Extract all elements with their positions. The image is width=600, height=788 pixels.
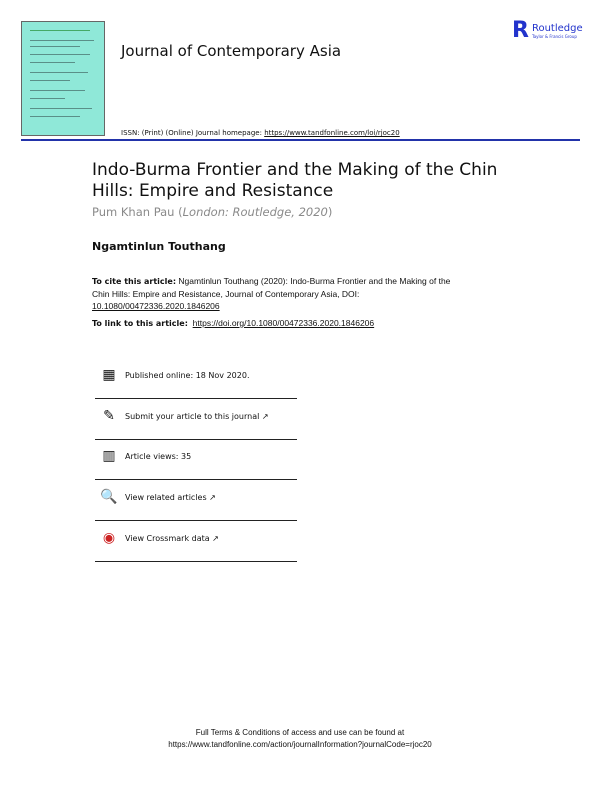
header-divider — [21, 139, 580, 141]
journal-cover-thumbnail — [21, 21, 105, 136]
crossmark-icon: ◉ — [102, 530, 116, 546]
book-author: Pum Khan Pau — [92, 205, 175, 219]
journal-title: Journal of Contemporary Asia — [121, 42, 342, 60]
divider — [95, 561, 297, 562]
submit-article-link[interactable] — [100, 396, 297, 436]
related-search-icon: 🔍 — [100, 489, 118, 505]
item-label: Article views: 35 — [125, 451, 192, 461]
book-publication: London: Routledge, 2020 — [182, 205, 328, 219]
paren-open: ( — [174, 205, 183, 219]
footer — [0, 727, 600, 751]
issn-line — [121, 129, 400, 137]
footer-terms: Full Terms & Conditions of access and use can be found at — [195, 728, 405, 737]
cite-label: To cite this article: — [92, 277, 177, 286]
routledge-logo-icon: R — [512, 18, 529, 43]
cite-text: Ngamtinlun Touthang (2020): Indo-Burma Frontier and the Making of the Chin Hills: Empire and Resistance, Journal of Contemporary Asia, DOI: — [92, 276, 451, 299]
edit-icon: ✎ — [103, 408, 115, 424]
published-online — [100, 355, 297, 395]
item-label: Published online: 18 Nov 2020. — [125, 370, 250, 380]
publisher-name: Routledge — [531, 22, 583, 34]
book-citation — [92, 205, 332, 219]
crossmark-link[interactable] — [100, 518, 297, 558]
link-block — [92, 318, 374, 328]
reviewer-name: Ngamtinlun Touthang — [92, 240, 226, 253]
footer-url[interactable]: https://www.tandfonline.com/action/journalInformation?journalCode=rjoc20 — [168, 740, 432, 749]
link-label: To link to this article: — [92, 319, 188, 328]
publisher-logo — [512, 18, 583, 43]
calendar-icon: ▦ — [102, 367, 116, 383]
bar-chart-icon: ▥ — [102, 448, 116, 464]
related-articles-link[interactable] — [100, 477, 297, 517]
issn-label: ISSN: (Print) (Online) Journal homepage: — [121, 129, 262, 137]
paren-close: ) — [327, 205, 333, 219]
item-label: Submit your article to this journal ↗ — [125, 411, 269, 421]
publisher-tagline: Taylor & Francis Group — [531, 33, 577, 39]
doi-link[interactable]: 10.1080/00472336.2020.1846206 — [92, 301, 220, 311]
item-label: View related articles ↗ — [125, 492, 216, 502]
citation-block — [92, 275, 462, 312]
article-title: Indo-Burma Frontier and the Making of the Chin Hills: Empire and Resistance — [92, 160, 498, 201]
journal-homepage-link[interactable]: https://www.tandfonline.com/loi/rjoc20 — [264, 129, 400, 137]
article-views — [100, 436, 297, 476]
article-url-link[interactable]: https://doi.org/10.1080/00472336.2020.1846206 — [192, 318, 375, 328]
item-label: View Crossmark data ↗ — [125, 533, 219, 543]
